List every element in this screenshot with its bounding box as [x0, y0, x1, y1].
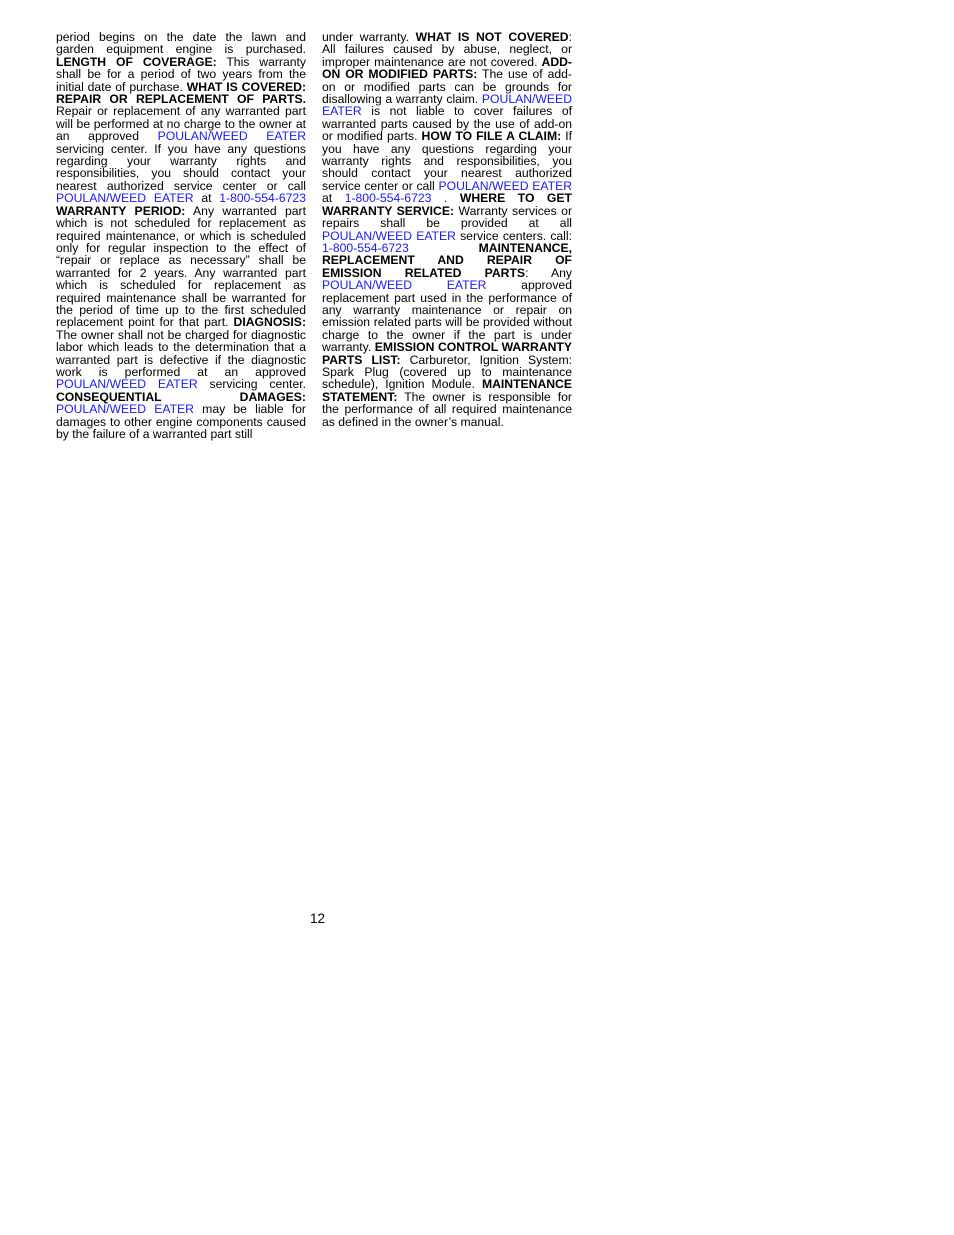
contact-link[interactable]: POULAN/WEED EATER [157, 129, 306, 144]
body-text: is not liable to cover failures of warranted parts caused by the use of add-on or modified parts. [322, 104, 572, 144]
page-number: 12 [310, 911, 326, 926]
body-text: approved replacement part used in the performance of any warranty maintenance or repair on emission related parts will be provided without charge to the owner if the part is under warranty. [322, 278, 572, 355]
contact-link[interactable]: POULAN/WEED EATER [322, 228, 456, 243]
contact-link[interactable]: POULAN/WEED EATER [322, 278, 487, 293]
section-heading: MAINTENANCE STATEMENT: [322, 377, 572, 404]
body-text: . [431, 191, 460, 206]
warranty-text-right-column [322, 31, 572, 428]
section-heading: WHAT IS COVERED: REPAIR OR REPLACEMENT OF PARTS. [56, 79, 306, 107]
section-heading: DIAGNOSIS: [233, 315, 306, 330]
contact-link[interactable]: 1-800-554-6723 [219, 191, 306, 206]
contact-link[interactable]: POULAN/WEED EATER [438, 178, 572, 193]
contact-link[interactable]: POULAN/WEED EATER [56, 402, 194, 417]
contact-link[interactable]: POULAN/WEED EATER [322, 92, 572, 119]
body-text: Any warranted part which is not scheduled for replacement as required maintenance, or which is scheduled only for regular inspection to the effect of “repair or replace as necessary” shall be warranted for 2 years. Any warranted part which is scheduled for replacement as required maintenance shall be warranted for the period of time up to the first scheduled replacement point for that part. [56, 203, 306, 330]
section-heading: HOW TO FILE A CLAIM: [421, 129, 562, 144]
body-text: Warranty services or repairs shall be provided at all [322, 203, 572, 231]
body-text: Carburetor, Ignition System: Spark Plug (covered up to maintenance schedule), Ignition Module. [322, 352, 572, 392]
body-text: The use of add-on or modified parts can be grounds for disallowing a warranty claim. [322, 67, 572, 107]
contact-link[interactable]: 1-800-554-6723 [344, 191, 432, 206]
body-text: The owner shall not be charged for diagnostic labor which leads to the determination that a warranted part is defective if the diagnostic work is performed at an approved [56, 327, 306, 379]
body-text: servicing center. [197, 377, 306, 392]
section-heading: CONSEQUENTIAL DAMAGES: [56, 389, 306, 404]
section-heading: WHAT IS NOT COVERED [415, 30, 569, 44]
section-heading: ADD-ON OR MODIFIED PARTS: [322, 54, 572, 82]
contact-link[interactable]: POULAN/WEED EATER [56, 191, 194, 206]
body-text: This warranty shall be for a period of two years from the initial date of purchase. [56, 54, 307, 94]
section-heading: LENGTH OF COVERAGE: [56, 54, 217, 69]
body-text: servicing center. If you have any questions regarding your warranty rights and responsibilities, you should contact your nearest authorized service center or call [56, 141, 306, 193]
body-text: Repair or replacement of any warranted part will be performed at no charge to the owner at an approved [56, 104, 306, 144]
body-text: If you have any questions regarding your warranty rights and responsibilities, you should contact your nearest authorized service center or call [322, 129, 572, 193]
body-text: : Any [525, 265, 572, 280]
body-text: at [322, 191, 345, 206]
section-heading: WHERE TO GET WARRANTY SERVICE: [322, 191, 572, 218]
section-heading: MAINTENANCE, REPLACEMENT AND REPAIR OF EMISSION RELATED PARTS [322, 240, 572, 280]
contact-link[interactable]: POULAN/WEED EATER [56, 377, 198, 392]
section-heading: WARRANTY PERIOD: [56, 203, 186, 218]
section-heading: EMISSION CONTROL WARRANTY PARTS LIST: [322, 340, 572, 367]
body-text: period begins on the date the lawn and garden equipment engine is purchased. [56, 30, 306, 57]
body-text: service centers. call: [455, 228, 572, 243]
contact-link[interactable]: 1-800-554-6723 [322, 240, 409, 255]
body-text: may be liable for damages to other engine components caused by the failure of a warranted part still [56, 402, 306, 441]
body-text: at [193, 191, 220, 206]
warranty-text-left-column [56, 31, 306, 440]
body-text: under warranty. [322, 30, 416, 44]
body-text: The owner is responsible for the performance of all required maintenance as defined in the owner’s manual. [322, 389, 572, 429]
body-text: : All failures caused by abuse, neglect, or improper maintenance are not covered. [322, 30, 572, 69]
